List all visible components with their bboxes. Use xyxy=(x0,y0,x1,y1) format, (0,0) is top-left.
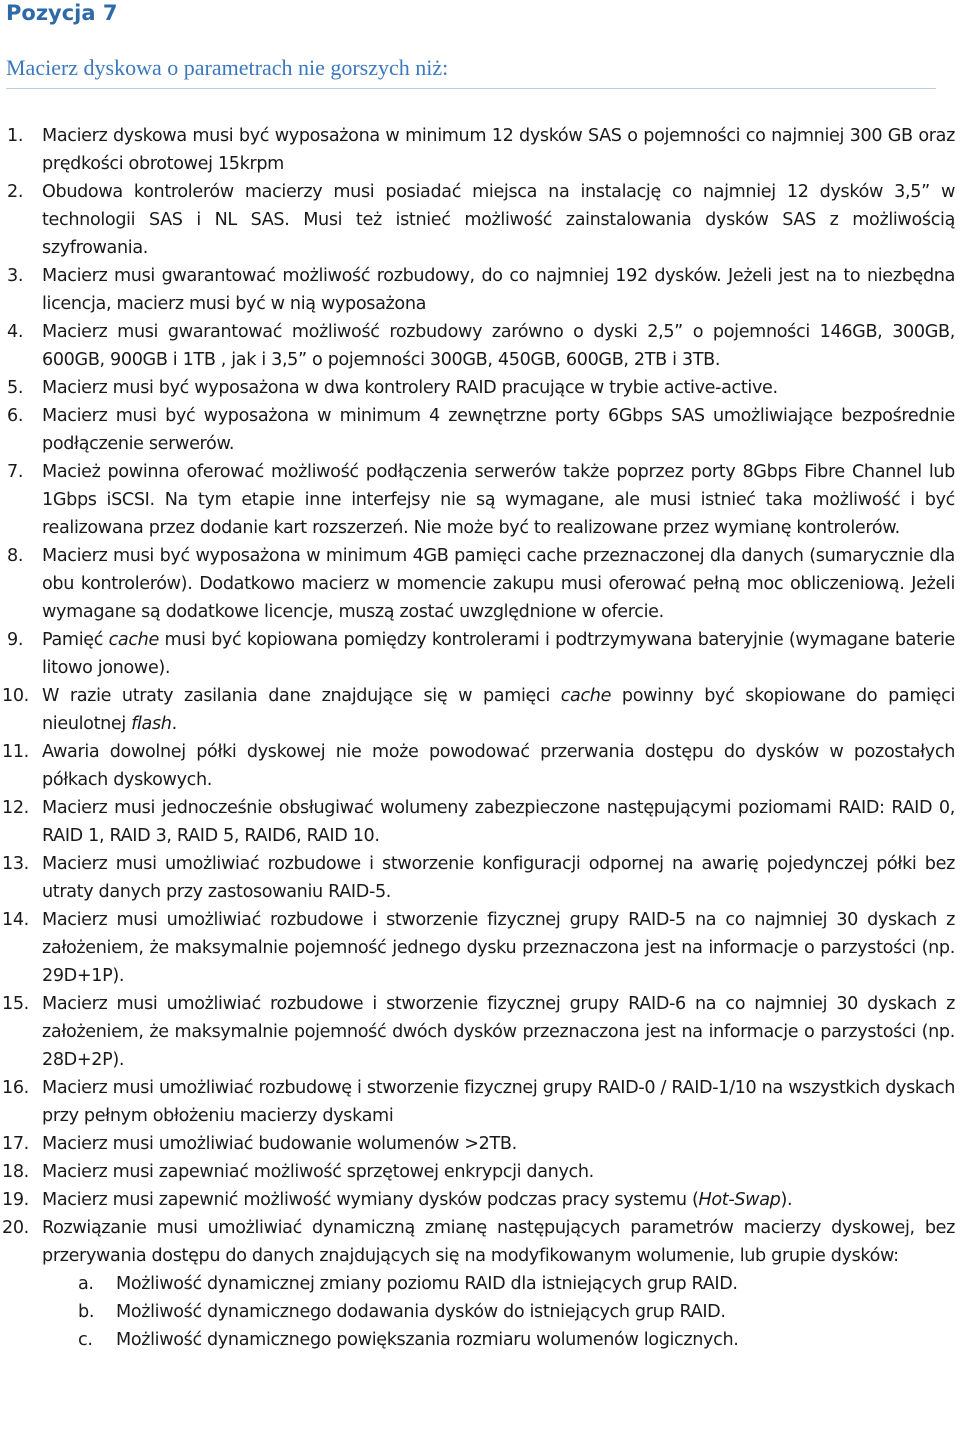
sub-list-item-text: Możliwość dynamicznego dodawania dysków do istniejących grup RAID. xyxy=(116,1302,726,1322)
list-item-number: 11. xyxy=(2,742,29,762)
list-item xyxy=(0,1158,960,1186)
list-item-text: Macierz musi być wyposażona w minimum 4GB pamięci cache przeznaczonej dla danych (sumarycznie dla obu kontrolerów). Dodatkowo macierz w momencie zakupu musi oferować pełną moc obliczeniową. Jeżeli wymagane są dodatkowe licencje, muszą zostać uwzględnione w ofercie. xyxy=(42,546,955,622)
list-item xyxy=(0,1214,960,1354)
sub-list-item-letter: c. xyxy=(78,1330,93,1350)
section-heading: Pozycja 7 xyxy=(6,1,118,25)
sub-list xyxy=(42,1270,955,1354)
list-item-text: Macierz musi umożliwiać rozbudowe i stworzenie konfiguracji odpornej na awarię pojedynczej półki bez utraty danych przy zastosowaniu RAID-5. xyxy=(42,854,955,902)
list-item-text-pre: Macierz musi zapewnić możliwość wymiany dysków podczas pracy systemu ( xyxy=(42,1190,699,1210)
list-item-number: 18. xyxy=(2,1162,29,1182)
list-item-emphasis: flash xyxy=(131,714,172,734)
list-item-text: Macież powinna oferować możliwość podłączenia serwerów także poprzez porty 8Gbps Fibre Channel lub 1Gbps iSCSI. Na tym etapie inne interfejsy nie są wymagane, ale musi istnieć taka możliwość i być realizowana przez dodanie kart rozszerzeń. Nie może być to realizowane przez wymianę kontrolerów. xyxy=(42,462,955,538)
list-item xyxy=(0,1130,960,1158)
list-item-text: Macierz musi gwarantować możliwość rozbudowy, do co najmniej 192 dysków. Jeżeli jest na to niezbędna licencja, macierz musi być w nią wyposażona xyxy=(42,266,955,314)
sub-list-item xyxy=(0,1270,955,1298)
list-item xyxy=(0,1074,960,1130)
sub-list-item-text: Możliwość dynamicznego powiększania rozmiaru wolumenów logicznych. xyxy=(116,1330,739,1350)
list-item-text: Macierz musi jednocześnie obsługiwać wolumeny zabezpieczone następującymi poziomami RAID: RAID 0, RAID 1, RAID 3, RAID 5, RAID6, RAID 10. xyxy=(42,798,955,846)
sub-list-item-text: Możliwość dynamicznej zmiany poziomu RAID dla istniejących grup RAID. xyxy=(116,1274,738,1294)
list-item-text: Macierz dyskowa musi być wyposażona w minimum 12 dysków SAS o pojemności co najmniej 300 GB oraz prędkości obrotowej 15krpm xyxy=(42,126,955,174)
list-item-text-pre: W razie utraty zasilania dane znajdujące się w pamięci xyxy=(42,686,561,706)
list-item-number: 16. xyxy=(2,1078,29,1098)
list-item-number: 9. xyxy=(7,630,24,650)
list-item-text: Macierz musi umożliwiać rozbudowę i stworzenie fizycznej grupy RAID-0 / RAID-1/10 na wszystkich dyskach przy pełnym obłożeniu macierzy dyskami xyxy=(42,1078,955,1126)
list-item-text: Macierz musi umożliwiać rozbudowe i stworzenie fizycznej grupy RAID-6 na co najmniej 30 dyskach z założeniem, że maksymalnie pojemność dwóch dysków przeznaczona jest na informacje o parzystości (np. 28D+2P). xyxy=(42,994,955,1070)
list-item-text-post: . xyxy=(171,714,177,734)
list-item-number: 13. xyxy=(2,854,29,874)
list-item-text-mid: powinny być skopiowane do pamięci nieulotnej xyxy=(42,686,955,734)
sub-list-item-letter: b. xyxy=(78,1302,95,1322)
list-item-text-pre: Pamięć xyxy=(42,630,109,650)
list-item-number: 19. xyxy=(2,1190,29,1210)
list-item-number: 3. xyxy=(7,266,24,286)
list-item xyxy=(0,402,960,458)
list-item-number: 1. xyxy=(7,126,24,146)
list-item xyxy=(0,990,960,1074)
list-item-text: Macierz musi zapewniać możliwość sprzętowej enkrypcji danych. xyxy=(42,1162,594,1182)
list-item xyxy=(0,1186,960,1214)
list-item-emphasis: Hot-Swap xyxy=(698,1190,781,1210)
list-item-text: Macierz musi być wyposażona w minimum 4 zewnętrzne porty 6Gbps SAS umożliwiające bezpośrednie podłączenie serwerów. xyxy=(42,406,955,454)
list-item-number: 15. xyxy=(2,994,29,1014)
list-item-text: Macierz musi gwarantować możliwość rozbudowy zarówno o dyski 2,5” o pojemności 146GB, 300GB, 600GB, 900GB i 1TB , jak i 3,5” o pojemności 300GB, 450GB, 600GB, 2TB i 3TB. xyxy=(42,322,955,370)
list-item xyxy=(0,122,960,178)
list-item-text-post: ). xyxy=(780,1190,793,1210)
list-item-text-post: musi być kopiowana pomiędzy kontrolerami i podtrzymywana bateryjnie (wymagane baterie litowo jonowe). xyxy=(42,630,955,678)
sub-list-item xyxy=(0,1298,955,1326)
list-item-text: Rozwiązanie musi umożliwiać dynamiczną zmianę następujących parametrów macierzy dyskowej, bez przerywania dostępu do danych znajdujących się na modyfikowanym wolumenie, lub grupie dysków: xyxy=(42,1218,955,1266)
list-item xyxy=(0,682,960,738)
sub-list-item xyxy=(0,1326,955,1354)
section-subheading: Macierz dyskowa o parametrach nie gorszych niż: xyxy=(6,54,936,89)
list-item-text: Obudowa kontrolerów macierzy musi posiadać miejsca na instalację co najmniej 12 dysków 3,5” w technologii SAS i NL SAS. Musi też istnieć możliwość zainstalowania dysków SAS z możliwością szyfrowania. xyxy=(42,182,955,258)
list-item xyxy=(0,262,960,318)
list-item-emphasis: cache xyxy=(108,630,159,650)
list-item-number: 10. xyxy=(2,686,29,706)
list-item xyxy=(0,458,960,542)
list-item xyxy=(0,738,960,794)
list-item-number: 4. xyxy=(7,322,24,342)
list-item-number: 6. xyxy=(7,406,24,426)
list-item-number: 7. xyxy=(7,462,24,482)
list-item xyxy=(0,906,960,990)
list-item-number: 17. xyxy=(2,1134,29,1154)
sub-list-item-letter: a. xyxy=(78,1274,94,1294)
list-item-number: 5. xyxy=(7,378,24,398)
list-item-text: Macierz musi umożliwiać budowanie wolumenów >2TB. xyxy=(42,1134,517,1154)
list-item-number: 8. xyxy=(7,546,24,566)
list-item-number: 2. xyxy=(7,182,24,202)
list-item xyxy=(0,794,960,850)
list-item xyxy=(0,850,960,906)
list-item xyxy=(0,318,960,374)
list-item xyxy=(0,374,960,402)
list-item-number: 12. xyxy=(2,798,29,818)
list-item-text: Awaria dowolnej półki dyskowej nie może powodować przerwania dostępu do dysków w pozostałych półkach dyskowych. xyxy=(42,742,955,790)
list-item-number: 14. xyxy=(2,910,29,930)
list-item xyxy=(0,178,960,262)
list-item-text: Macierz musi być wyposażona w dwa kontrolery RAID pracujące w trybie active-active. xyxy=(42,378,778,398)
requirements-list xyxy=(0,122,960,1354)
list-item-text: Macierz musi umożliwiać rozbudowe i stworzenie fizycznej grupy RAID-5 na co najmniej 30 dyskach z założeniem, że maksymalnie pojemność jednego dysku przeznaczona jest na informacje o parzystości (np. 29D+1P). xyxy=(42,910,955,986)
list-item-number: 20. xyxy=(2,1218,29,1238)
list-item xyxy=(0,542,960,626)
list-item-emphasis: cache xyxy=(560,686,612,706)
list-item xyxy=(0,626,960,682)
